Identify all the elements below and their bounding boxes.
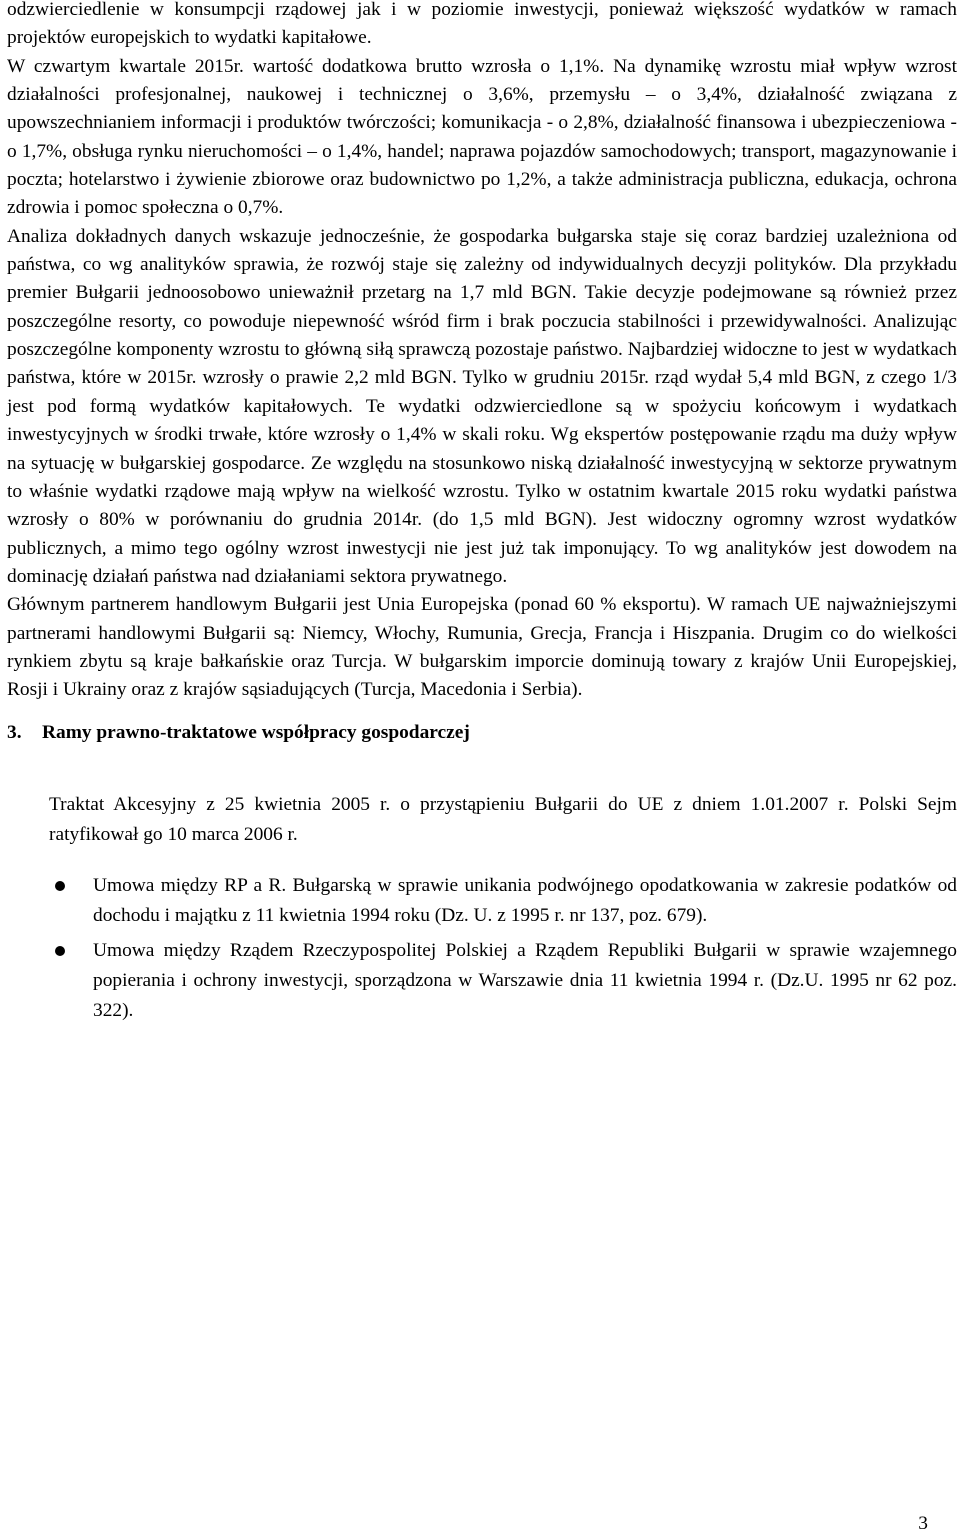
paragraph-accession-treaty: Traktat Akcesyjny z 25 kwietnia 2005 r. o przystąpieniu Bułgarii do UE z dniem 1.01.2007 r. Polski Sejm ratyfikował go 10 marca 2006 r.: [49, 793, 957, 845]
agreements-list: [7, 871, 957, 1026]
document-page: [7, 0, 957, 1031]
section-title: Ramy prawno-traktatowe współpracy gospodarczej: [42, 721, 470, 743]
list-item: [7, 936, 957, 1026]
page-number: 3: [918, 1513, 928, 1534]
list-item-text: Umowa między RP a R. Bułgarską w sprawie unikania podwójnego opodatkowania w zakresie podatków od dochodu i majątku z 11 kwietnia 1994 roku (Dz. U. z 1995 r. nr 137, poz. 679).: [93, 874, 957, 926]
paragraph-gross-value-added: W czwartym kwartale 2015r. wartość dodatkowa brutto wzrosła o 1,1%. Na dynamikę wzrostu miał wpływ wzrost działalności profesjonalnej, naukowej i technicznej o 3,6%, przemysłu – o 3,4%, działalność związana z upowszechnianiem informacji i produktów twórczości; komunikacja - o 2,8%, działalność finansowa i ubezpieczeniowa - o 1,7%, obsługa rynku nieruchomości – o 1,4%, handel; naprawa pojazdów samochodowych; transport, magazynowanie i poczta; hotelarstwo i żywienie zbiorowe oraz budownictwo po 1,2%, a także administracja publiczna, edukacja, ochrona zdrowia i pomoc społeczna o 0,7%.: [7, 55, 957, 219]
paragraph-state-dependence-analysis: Analiza dokładnych danych wskazuje jednocześnie, że gospodarka bułgarska staje się coraz bardziej uzależniona od państwa, co wg analityków sprawia, że rozwój staje się zależny od indywidualnych decyzji polityków. Dla przykładu premier Bułgarii jednoosobowo unieważnił przetarg na 1,7 mld BGN. Takie decyzje podejmowane są również przez poszczególne resorty, co powoduje niepewność wśród firm i brak poczucia stabilności i przewidywalności. Analizując poszczególne komponenty wzrostu to główną siłą sprawczą pozostaje państwo. Najbardziej widoczne to jest w wydatkach państwa, które w 2015r. wzrosły o prawie 2,2 mld BGN. Tylko w grudniu 2015r. rząd wydał 5,4 mld BGN, z czego 1/3 jest pod formą wydatków kapitałowych. Te wydatki odzwierciedlone są w spożyciu końcowym i wydatkach inwestycyjnych w środki trwałe, które wzrosły o 1,4% w skali roku. Wg ekspertów postępowanie rządu ma duży wpływ na sytuację w bułgarskiej gospodarce. Ze względu na stosunkowo niską działalność inwestycyjną w sektorze prywatnym to właśnie wydatki rządowe mają wpływ na wielkość wzrostu. Tylko w ostatnim kwartale 2015 roku wydatki państwa wzrosły o 80% w porównaniu do grudnia 2014r. (do 1,5 mld BGN). Jest widoczny ogromny wzrost wydatków publicznych, a mimo tego ogólny wzrost inwestycji nie jest już tak imponujący. To wg analityków jest dowodem na dominację działań państwa nad działaniami sektora prywatnego.: [7, 225, 957, 587]
section-heading: [7, 719, 957, 747]
list-item: [7, 871, 957, 931]
section-number: 3.: [7, 721, 22, 743]
bullet-icon: [55, 946, 65, 956]
list-item-text: Umowa między Rządem Rzeczypospolitej Polskiej a Rządem Republiki Bułgarii w sprawie wzajemnego popierania i ochrony inwestycji, sporządzona w Warszawie dnia 11 kwietnia 1994 r. (Dz.U. 1995 nr 62 poz. 322).: [93, 939, 957, 1021]
paragraph-consumption-investment: odzwierciedlenie w konsumpcji rządowej jak i w poziomie inwestycji, ponieważ większość wydatków w ramach projektów europejskich to wydatki kapitałowe.: [7, 0, 957, 49]
bullet-icon: [55, 881, 65, 891]
paragraph-trade-partners: Głównym partnerem handlowym Bułgarii jest Unia Europejska (ponad 60 % eksportu). W ramach UE najważniejszymi partnerami handlowymi Bułgarii są: Niemcy, Włochy, Rumunia, Grecja, Francja i Hiszpania. Drugim co do wielkości rynkiem zbytu są kraje bałkańskie oraz Turcja. W bułgarskim imporcie dominują towary z krajów Unii Europejskiej, Rosji i Ukrainy oraz z krajów sąsiadujących (Turcja, Macedonia i Serbia).: [7, 594, 957, 701]
